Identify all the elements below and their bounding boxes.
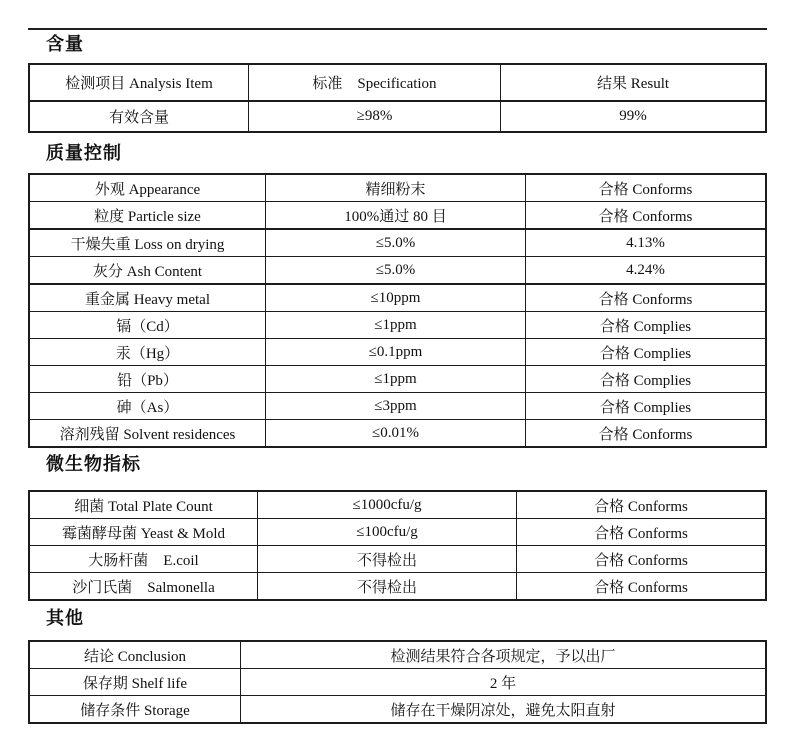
section-microbiology	[28, 453, 767, 601]
table-row	[29, 420, 766, 448]
table-row	[29, 257, 766, 285]
item-cell: 粒度 Particle size	[29, 202, 266, 230]
table-row	[29, 339, 766, 366]
top-divider	[28, 28, 767, 30]
column-header: 检测项目 Analysis Item	[29, 64, 249, 101]
result-cell: 合格 Conforms	[526, 174, 767, 202]
item-cell: 溶剂残留 Solvent residences	[29, 420, 266, 448]
spec-cell: ≤10ppm	[266, 284, 526, 312]
item-cell: 外观 Appearance	[29, 174, 266, 202]
item-cell: 大肠杆菌 E.coil	[29, 546, 258, 573]
result-cell: 合格 Complies	[526, 312, 767, 339]
section-content	[28, 33, 767, 133]
spec-cell: 不得检出	[258, 546, 517, 573]
result-cell: 合格 Complies	[526, 339, 767, 366]
table-row	[29, 519, 766, 546]
table-row	[29, 641, 766, 669]
item-cell: 储存条件 Storage	[29, 696, 241, 724]
spec-cell: ≤3ppm	[266, 393, 526, 420]
spec-cell: 2 年	[241, 669, 767, 696]
spec-cell: ≤1ppm	[266, 312, 526, 339]
spec-cell: ≤100cfu/g	[258, 519, 517, 546]
spec-cell: ≤1ppm	[266, 366, 526, 393]
microbiology-heading: 微生物指标	[46, 454, 141, 474]
spec-cell: ≤0.1ppm	[266, 339, 526, 366]
table-row	[29, 491, 766, 519]
spec-cell: ≤5.0%	[266, 229, 526, 257]
table-row	[29, 312, 766, 339]
quality-control-table	[28, 173, 767, 448]
item-cell: 砷（As）	[29, 393, 266, 420]
spec-cell: ≥98%	[249, 101, 501, 132]
table-row	[29, 696, 766, 724]
spec-cell: ≤5.0%	[266, 257, 526, 285]
other-heading: 其他	[46, 608, 84, 628]
result-cell: 合格 Conforms	[517, 519, 767, 546]
other-table	[28, 640, 767, 724]
item-cell: 霉菌酵母菌 Yeast & Mold	[29, 519, 258, 546]
table-row	[29, 202, 766, 230]
item-cell: 镉（Cd）	[29, 312, 266, 339]
table-row	[29, 669, 766, 696]
item-cell: 结论 Conclusion	[29, 641, 241, 669]
result-cell: 合格 Complies	[526, 393, 767, 420]
result-cell: 4.13%	[526, 229, 767, 257]
spec-cell: 100%通过 80 目	[266, 202, 526, 230]
column-header: 标准 Specification	[249, 64, 501, 101]
item-cell: 保存期 Shelf life	[29, 669, 241, 696]
item-cell: 汞（Hg）	[29, 339, 266, 366]
content-table	[28, 63, 767, 133]
result-cell: 4.24%	[526, 257, 767, 285]
item-cell: 沙门氏菌 Salmonella	[29, 573, 258, 601]
spec-cell: 储存在干燥阴凉处，避免太阳直射	[241, 696, 767, 724]
table-row	[29, 229, 766, 257]
spec-cell: 不得检出	[258, 573, 517, 601]
content-heading: 含量	[46, 34, 84, 54]
microbiology-table	[28, 490, 767, 601]
section-other	[28, 607, 767, 724]
result-cell: 合格 Conforms	[517, 546, 767, 573]
table-row	[29, 174, 766, 202]
item-cell: 干燥失重 Loss on drying	[29, 229, 266, 257]
table-row	[29, 393, 766, 420]
sections-container	[28, 33, 767, 724]
column-header: 结果 Result	[501, 64, 767, 101]
spec-cell: ≤1000cfu/g	[258, 491, 517, 519]
item-cell: 细菌 Total Plate Count	[29, 491, 258, 519]
result-cell: 合格 Conforms	[517, 573, 767, 601]
item-cell: 重金属 Heavy metal	[29, 284, 266, 312]
table-row	[29, 366, 766, 393]
result-cell: 合格 Conforms	[526, 284, 767, 312]
result-cell: 合格 Conforms	[526, 202, 767, 230]
spec-cell: ≤0.01%	[266, 420, 526, 448]
header-row	[29, 64, 766, 101]
spec-cell: 检测结果符合各项规定，予以出厂	[241, 641, 767, 669]
result-cell: 合格 Conforms	[517, 491, 767, 519]
result-cell: 合格 Conforms	[526, 420, 767, 448]
item-cell: 有效含量	[29, 101, 249, 132]
quality-control-heading: 质量控制	[46, 143, 122, 163]
item-cell: 灰分 Ash Content	[29, 257, 266, 285]
table-row	[29, 546, 766, 573]
result-cell: 合格 Complies	[526, 366, 767, 393]
item-cell: 铅（Pb）	[29, 366, 266, 393]
table-row	[29, 101, 766, 132]
spec-cell: 精细粉末	[266, 174, 526, 202]
table-row	[29, 573, 766, 601]
section-quality-control	[28, 142, 767, 448]
table-row	[29, 284, 766, 312]
result-cell: 99%	[501, 101, 767, 132]
